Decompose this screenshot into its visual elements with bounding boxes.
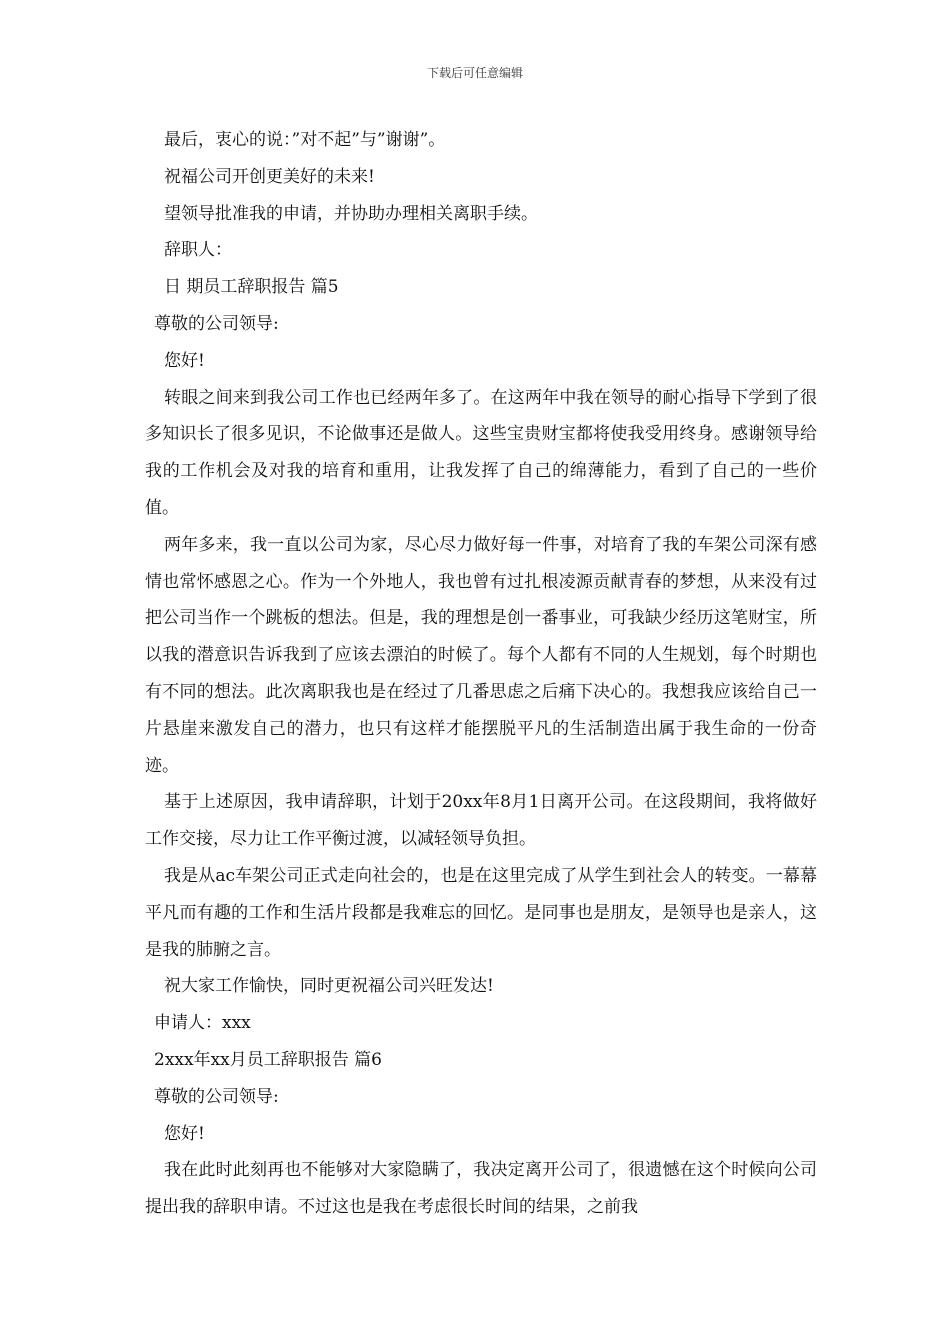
report5-applicant: 申请人：xxx <box>154 1013 251 1034</box>
wish-line: 祝福公司开创更美好的未来! <box>164 166 375 187</box>
page-header: 下载后可任意编辑 <box>426 66 523 80</box>
report6-salutation: 尊敬的公司领导: <box>154 1086 279 1107</box>
closing-line: 最后，衷心的说：”对不起”与”谢谢”。 <box>164 130 446 150</box>
request-line: 望领导批准我的申请，并协助办理相关离职手续。 <box>164 203 538 224</box>
report5-paragraph-3: 基于上述原因，我申请辞职，计划于20xx年8月1日离开公司。在这段期间，我将做好工作交接，尽力让工作平衡过渡，以减轻领导负担。 <box>145 792 817 850</box>
report6-title: 2xxx年xx月员工辞职报告 篇6 <box>154 1049 382 1070</box>
report5-greeting: 您好! <box>164 350 205 371</box>
report5-title: 日 期员工辞职报告 篇5 <box>164 277 339 298</box>
signer-line: 辞职人： <box>164 240 232 261</box>
report5-paragraph-1: 转眼之间来到我公司工作也已经两年多了。在这两年中我在领导的耐心指导下学到了很多知识长了很多见识，不论做事还是做人。这些宝贵财宝都将使我受用终身。感谢领导给我的工作机会及对我的培育和重用，让我发挥了自己的绵薄能力，看到了自己的一些价值。 <box>145 387 817 518</box>
document-body <box>145 122 817 1226</box>
report5-wish: 祝大家工作愉快，同时更祝福公司兴旺发达! <box>164 976 494 997</box>
report6-greeting: 您好! <box>164 1123 205 1144</box>
report5-paragraph-2: 两年多来，我一直以公司为家，尽心尽力做好每一件事，对培育了我的车架公司深有感情也常怀感恩之心。作为一个外地人，我也曾有过扎根凌源贡献青春的梦想，从来没有过把公司当作一个跳板的想法。但是，我的理想是创一番事业，可我缺少经历这笔财宝，所以我的潜意识告诉我到了应该去漂泊的时候了。每个人都有不同的人生规划，每个时期也有不同的想法。此次离职我也是在经过了几番思虑之后痛下决心的。我想我应该给自己一片悬崖来激发自己的潜力，也只有这样才能摆脱平凡的生活制造出属于我生命的一份奇迹。 <box>145 534 817 776</box>
report6-paragraph-1: 我在此时此刻再也不能够对大家隐瞒了，我决定离开公司了，很遗憾在这个时候向公司提出我的辞职申请。不过这也是我在考虑很长时间的结果，之前我 <box>145 1160 817 1218</box>
report5-paragraph-4: 我是从ac车架公司正式走向社会的，也是在这里完成了从学生到社会人的转变。一幕幕平凡而有趣的工作和生活片段都是我难忘的回忆。是同事也是朋友，是领导也是亲人，这是我的肺腑之言。 <box>145 865 817 960</box>
report5-salutation: 尊敬的公司领导: <box>154 313 279 334</box>
